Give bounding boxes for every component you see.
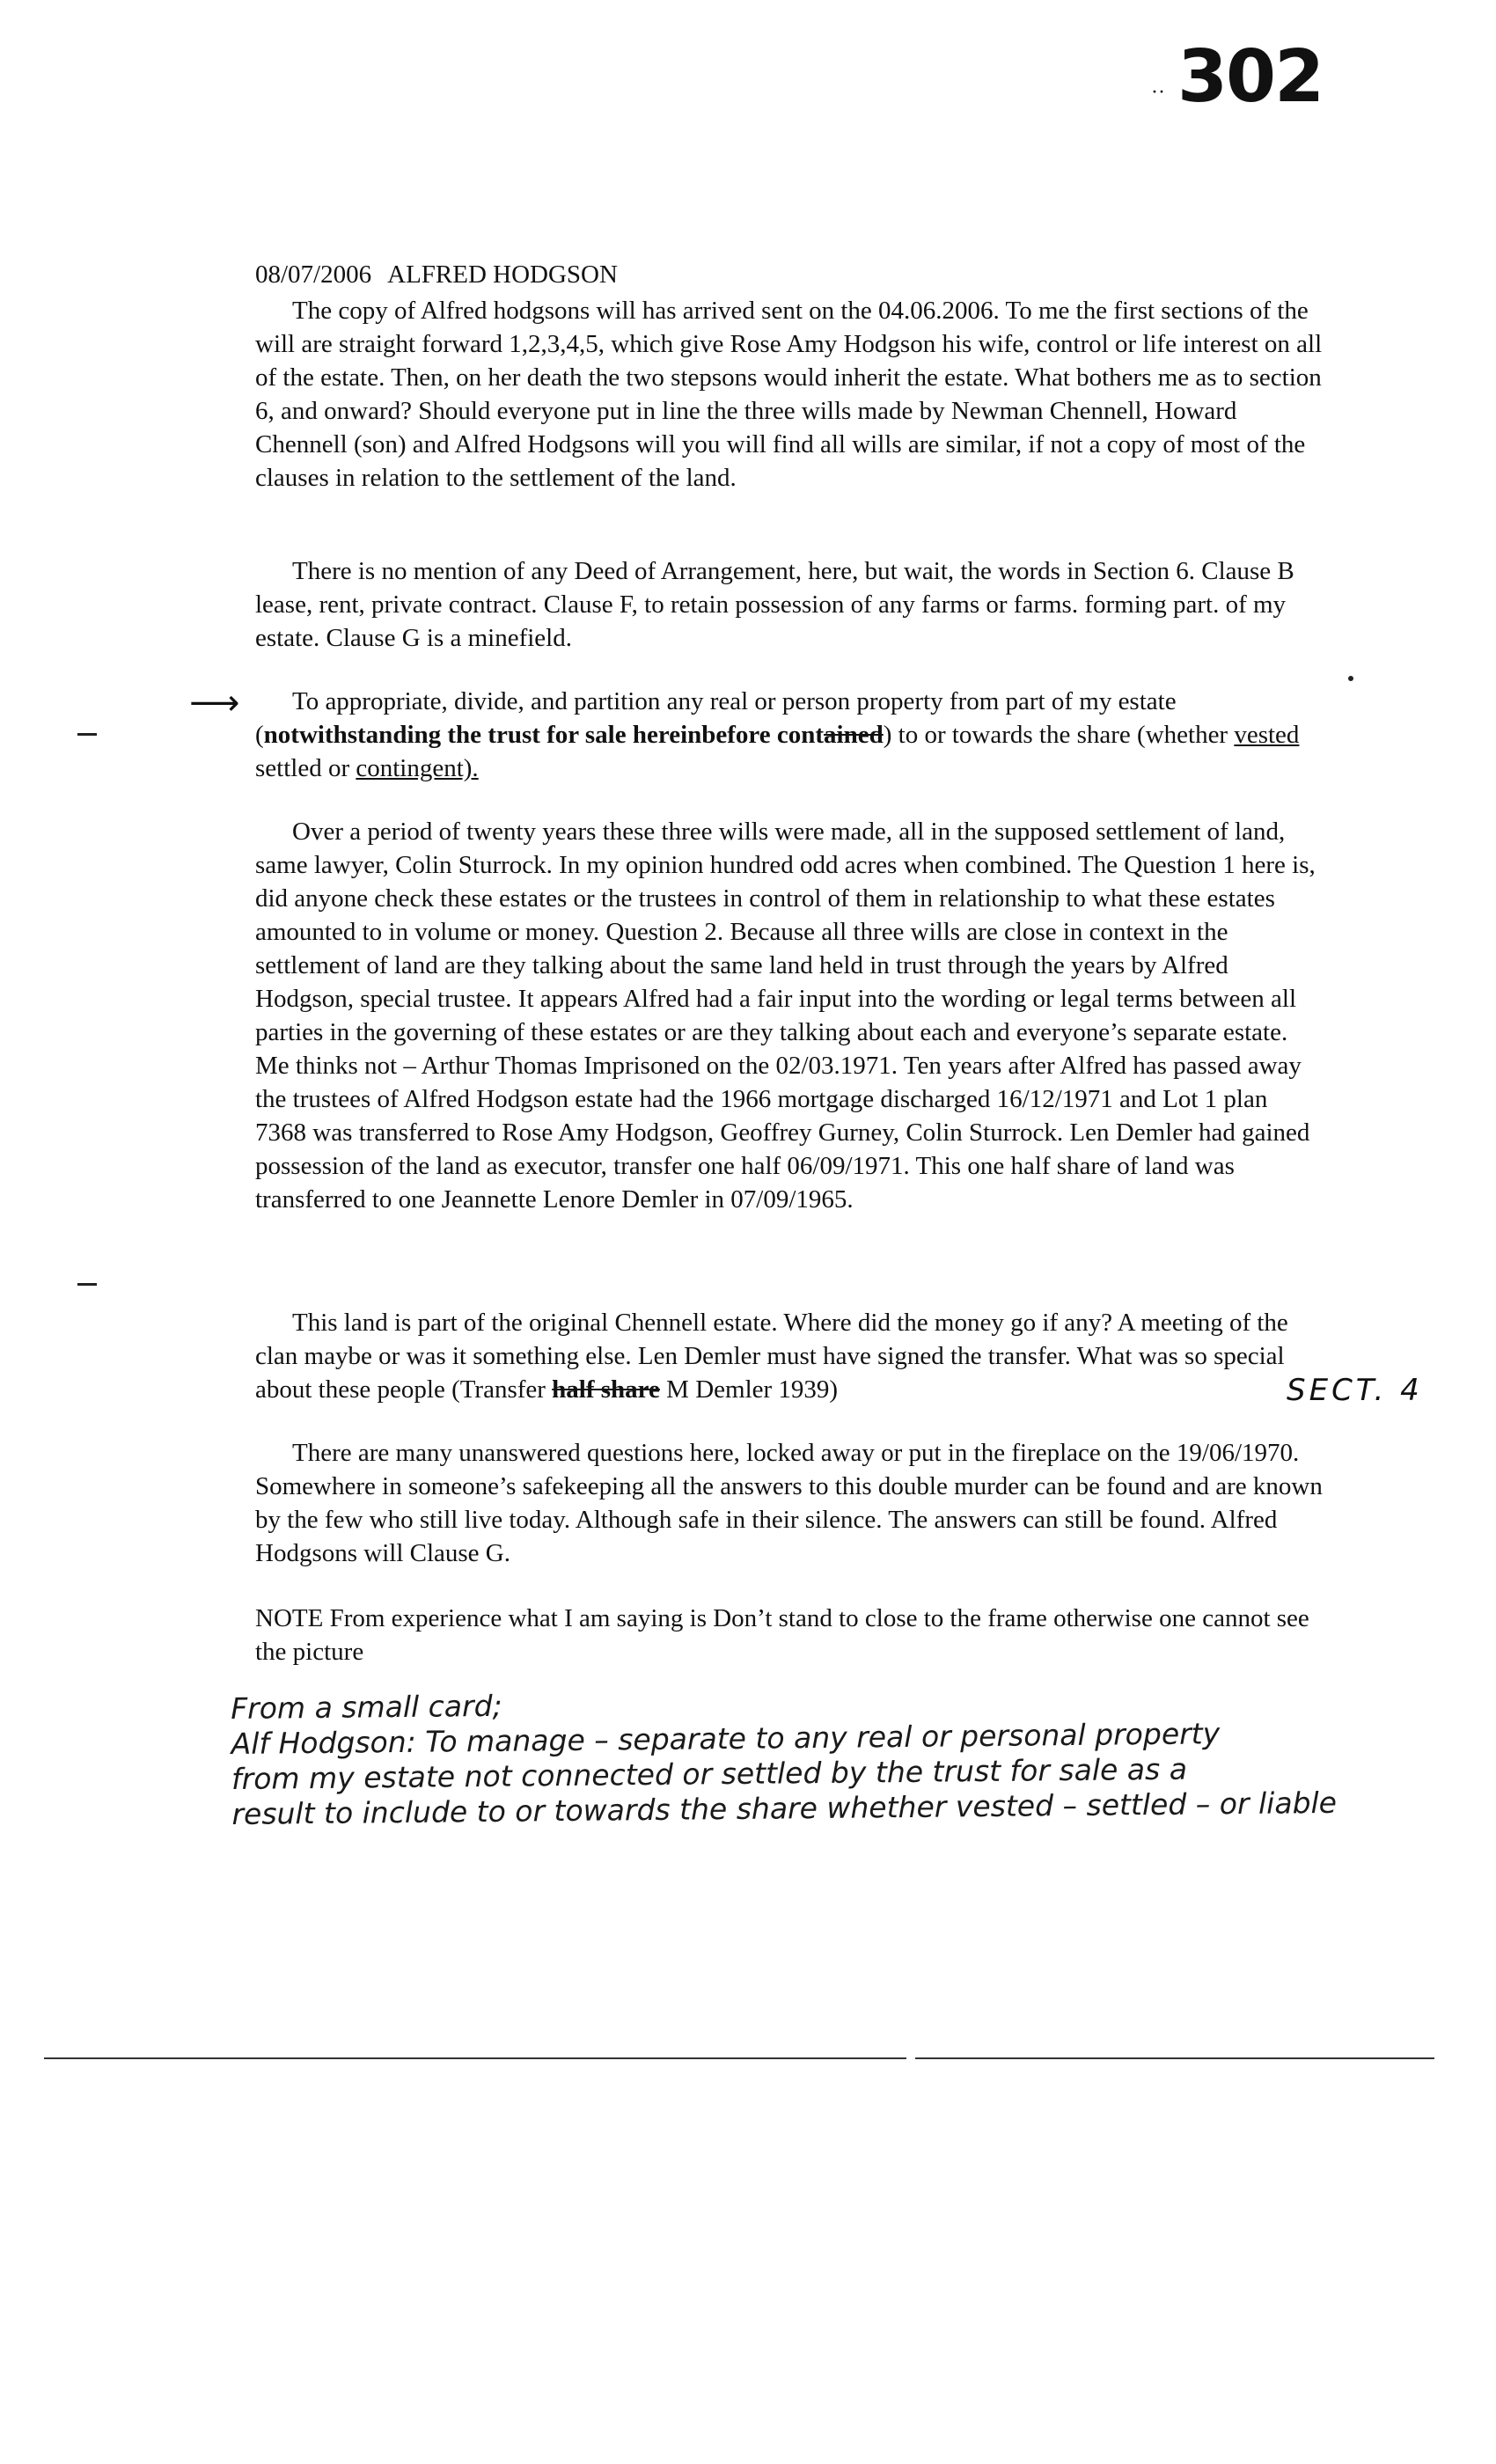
paragraph-5-text (255, 1306, 1324, 1406)
note-text: NOTE From experience what I am saying is Don’t stand to close to the frame otherwise one cannot see the picture (255, 1604, 1309, 1666)
handwritten-line-4: result to include to or towards the share whether vested – settled – or liable (231, 1785, 1338, 1831)
paragraph-5 (255, 1306, 1324, 1406)
paragraph-3-text (255, 685, 1324, 785)
paragraph-6-text: There are many unanswered questions here, locked away or put in the fireplace on the 19/06/1970. Somewhere in someone’s safekeeping all the answers to this double murder can be found and are known by the few who still live today. Although safe in their silence. The answers can still be found. Alfred Hodgsons will Clause G. (255, 1439, 1323, 1567)
clause-g-text-3: settled or (255, 754, 356, 782)
page-number: 302 (1177, 35, 1324, 119)
heading-date: 08/07/2006 (255, 260, 372, 289)
paragraph-5-part-1: This land is part of the original Chennell estate. Where did the money go if any? A meeting of the clan maybe or was it something else. Len Demler must have signed the transfer. What was so special about these people (Transfer (255, 1309, 1288, 1404)
handwritten-note (231, 1678, 1464, 1832)
margin-dash-mark (77, 733, 97, 736)
paragraph-1-text: The copy of Alfred hodgsons will has arrived sent on the 04.06.2006. To me the first sections of the will are straight forward 1,2,3,4,5, which give Rose Amy Hodgson his wife, control or life interest on all of the estate. Then, on her death the two stepsons would inherit the estate. What bothers me as to section 6, and onward? Should everyone put in line the three wills made by Newman Chennell, Howard Chennell (son) and Alfred Hodgsons will you will find all wills are similar, if not a copy of most of the clauses in relation to the settlement of the land. (255, 297, 1323, 492)
paragraph-5-struck: half share (552, 1375, 660, 1404)
paragraph-5-part-2: M Demler 1939) (659, 1375, 839, 1404)
handwritten-line-2: Alf Hodgson: To manage – separate to any real or personal property (231, 1716, 1221, 1761)
paragraph-2 (255, 554, 1324, 655)
margin-note-sect: SECT. 4 (1287, 1373, 1423, 1408)
note-paragraph (255, 1602, 1324, 1668)
paragraph-1 (255, 294, 1324, 495)
handwritten-line-3: from my estate not connected or settled by the trust for sale as a (231, 1751, 1188, 1796)
clause-g-vested: vested (1234, 721, 1300, 749)
clause-g-contingent: contingent). (356, 754, 479, 782)
scan-dots: ·· (1151, 81, 1165, 104)
paragraph-4-text: Over a period of twenty years these three wills were made, all in the supposed settlement of land, same lawyer, Colin Sturrock. In my opinion hundred odd acres when combined. The Question 1 here is, did anyone check these estates or the trustees in control of them in relationship to what these estates amounted to in volume or money. Question 2. Because all three wills are close in context in the settlement of land are they talking about the same land held in trust through the years by Alfred Hodgson, special trustee. It appears Alfred had a fair input into the wording or legal terms between all parties in the governing of these estates or are they talking about each and everyone’s separate estate. Me thinks not – Arthur Thomas Imprisoned on the 02/03.1971. Ten years after Alfred has passed away the trustees of Alfred Hodgson estate had the 1966 mortgage discharged 16/12/1971 and Lot 1 plan 7368 was transferred to Rose Amy Hodgson, Geoffrey Gurney, Colin Sturrock. Len Demler had gained possession of the land as executor, transfer one half 06/09/1971. This one half share of land was transferred to one Jeannette Lenore Demler in 07/09/1965. (255, 818, 1316, 1214)
clause-g-text: To appropriate, divide, and partition any real or person property from part of my estate ( (255, 687, 1177, 749)
margin-dash-mark-2 (77, 1283, 97, 1286)
heading-name: ALFRED HODGSON (387, 260, 618, 289)
paragraph-3-quote (255, 685, 1324, 785)
bottom-rule-left (44, 2057, 906, 2059)
scan-speck (1348, 676, 1353, 681)
arrow-icon: ⟶ (189, 683, 240, 723)
document-heading (255, 260, 618, 290)
clause-g-bold: notwithstanding the trust for sale hereinbefore cont (263, 721, 825, 749)
paragraph-6 (255, 1436, 1324, 1570)
paragraph-4 (255, 815, 1324, 1216)
paragraph-2-text: There is no mention of any Deed of Arrangement, here, but wait, the words in Section 6. Clause B lease, rent, private contract. Clause F, to retain possession of any farms or farms. forming part. of my estate. Clause G is a minefield. (255, 557, 1294, 652)
clause-g-text-2: ) to or towards the share (whether (883, 721, 1235, 749)
handwritten-line-1: From a small card; (231, 1688, 502, 1726)
clause-g-struck: ained (824, 721, 884, 749)
bottom-rule-right (915, 2057, 1434, 2059)
